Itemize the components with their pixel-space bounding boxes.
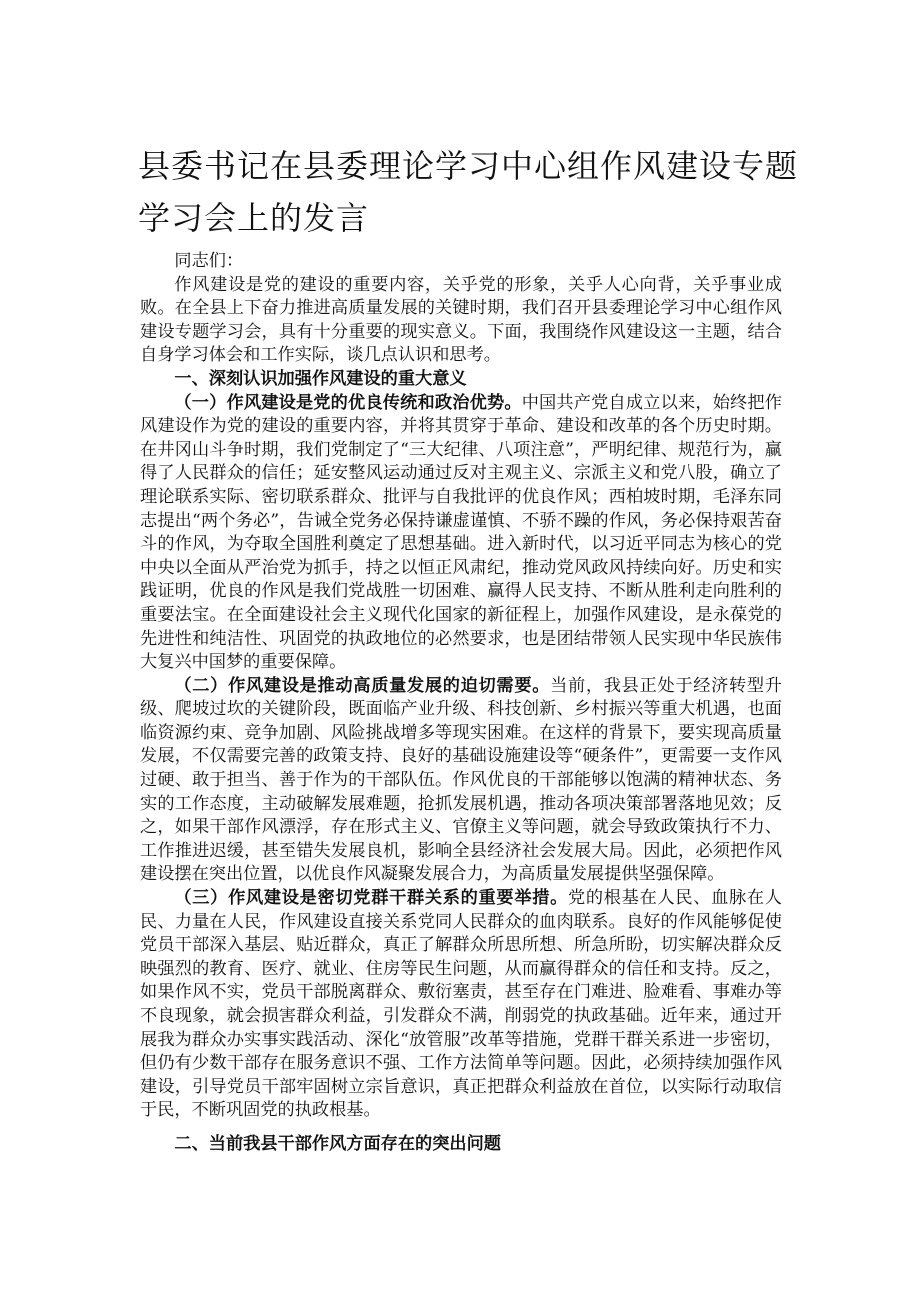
paragraph-1-text: 中国共产党自成立以来，始终把作风建设作为党的建设的重要内容，并将其贯穿于革命、建设和改革的各个历史时期。在井冈山斗争时期，我们党制定了“三大纪律、八项注意”，严明纪律、规范行为，赢得了人民群众的信任；延安整风运动通过反对主观主义、宗派主义和党八股，确立了理论联系实际、密切联系群众、批评与自我批评的优良作风；西柏坡时期，毛泽东同志提出“两个务必”，告诫全党务必保持谦虚谨慎、不骄不躁的作风，务必保持艰苦奋斗的作风，为夺取全国胜利奠定了思想基础。进入新时代，以习近平同志为核心的党中央以全面从严治党为抓手，持之以恒正风肃纪，推动党风政风持续向好。历史和实践证明，优良的作风是我们党战胜一切困难、赢得人民支持、不断从胜利走向胜利的重要法宝。在全面建设社会主义现代化国家的新征程上，加强作风建设，是永葆党的先进性和纯洁性、巩固党的执政地位的必然要求，也是团结带领人民实现中华民族伟大复兴中国梦的重要保障。 — [140, 392, 782, 673]
paragraph-1 — [140, 392, 782, 675]
paragraph-3-text: 党的根基在人民、血脉在人民、力量在人民，作风建设直接关系党同人民群众的血肉联系。良好的作风能够促使党员干部深入基层、贴近群众，真正了解群众所思所想、所急所盼，切实解决群众反映强烈的教育、医疗、就业、住房等民生问题，从而赢得群众的信任和支持。反之，如果作风不实，党员干部脱离群众、敷衍塞责，甚至存在门难进、脸难看、事难办等不良现象，就会损害群众利益，引发群众不满，削弱党的执政基础。近年来，通过开展我为群众办实事实践活动、深化“放管服”改革等措施，党群干群关系进一步密切，但仍有少数干部存在服务意识不强、工作方法简单等问题。因此，必须持续加强作风建设，引导党员干部牢固树立宗旨意识，真正把群众利益放在首位，以实际行动取信于民，不断巩固党的执政根基。 — [140, 888, 782, 1121]
section-heading-2: 二、当前我县干部作风方面存在的突出问题 — [174, 1133, 501, 1154]
paragraph-2 — [140, 675, 782, 887]
paragraph-3 — [140, 887, 782, 1123]
document-title: 县委书记在县委理论学习中心组作风建设专题学习会上的发言 — [138, 147, 799, 237]
section-heading-1: 一、深刻认识加强作风建设的重大意义 — [174, 368, 467, 389]
paragraph-2-lead: （二）作风建设是推动高质量发展的迫切需要。 — [174, 675, 551, 696]
intro-paragraph: 作风建设是党的建设的重要内容，关乎党的形象，关乎人心向背，关乎事业成败。在全县上下奋力推进高质量发展的关键时期，我们召开县委理论学习中心组作风建设专题学习会，具有十分重要的现实意义。下面，我围绕作风建设这一主题，结合自身学习体会和工作实际，谈几点认识和思考。 — [140, 274, 782, 366]
paragraph-3-lead: （三）作风建设是密切党群干群关系的重要举措。 — [174, 888, 568, 909]
paragraph-1-lead: （一）作风建设是党的优良传统和政治优势。 — [174, 392, 522, 413]
salutation: 同志们： — [174, 251, 244, 271]
paragraph-2-text: 当前，我县正处于经济转型升级、爬坡过坎的关键阶段，既面临产业升级、科技创新、乡村振兴等重大机遇，也面临资源约束、竞争加剧、风险挑战增多等现实困难。在这样的背景下，要实现高质量发展，不仅需要完善的政策支持、良好的基础设施建设等“硬条件”，更需要一支作风过硬、敢于担当、善于作为的干部队伍。作风优良的干部能够以饱满的精神状态、务实的工作态度，主动破解发展难题，抢抓发展机遇，推动各项决策部署落地见效；反之，如果干部作风漂浮，存在形式主义、官僚主义等问题，就会导致政策执行不力、工作推进迟缓，甚至错失发展良机，影响全县经济社会发展大局。因此，必须把作风建设摆在突出位置，以优良作风凝聚发展合力，为高质量发展提供坚强保障。 — [140, 675, 782, 885]
document-body — [140, 250, 782, 1157]
